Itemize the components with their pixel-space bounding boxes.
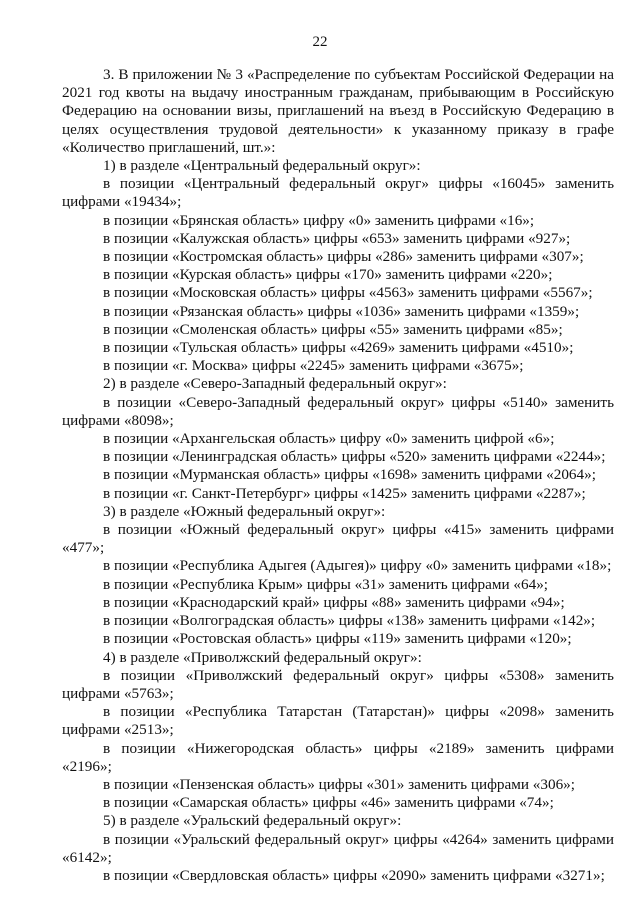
paragraph: в позиции «Мурманская область» цифры «1698» заменить цифрами «2064»; xyxy=(103,466,596,484)
paragraph: в позиции «Смоленская область» цифры «55» заменить цифрами «85»; xyxy=(103,320,563,338)
paragraph: 3. В приложении № 3 «Распределение по субъектам Российской Федерации на 2021 год квоты на выдачу иностранным гражданам, прибывающим в Российскую Федерацию на основании визы, приглашений на въезд в Российскую Федерацию в целях осуществления трудовой деятельности» к указанному приказу в графе «Количество приглашений, шт.»: xyxy=(62,66,614,156)
paragraph: 1) в разделе «Центральный федеральный округ»: xyxy=(103,157,421,175)
page-number: 22 xyxy=(312,34,328,50)
paragraph: в позиции «Свердловская область» цифры «2090» заменить цифрами «3271»; xyxy=(103,866,605,884)
paragraph: в позиции «Калужская область» цифры «653» заменить цифрами «927»; xyxy=(103,229,571,247)
paragraph: в позиции «Ленинградская область» цифры «520» заменить цифрами «2244»; xyxy=(103,448,606,466)
paragraph: в позиции «Самарская область» цифры «46» заменить цифрами «74»; xyxy=(103,794,554,812)
paragraph: в позиции «Костромская область» цифры «286» заменить цифрами «307»; xyxy=(103,248,584,266)
document-body xyxy=(62,66,614,885)
paragraph: в позиции «г. Санкт-Петербург» цифры «1425» заменить цифрами «2287»; xyxy=(103,484,586,502)
paragraph: в позиции «Ростовская область» цифры «119» заменить цифрами «120»; xyxy=(103,630,572,648)
paragraph: в позиции «Волгоградская область» цифры «138» заменить цифрами «142»; xyxy=(103,612,596,630)
paragraph: в позиции «Южный федеральный округ» цифры «415» заменить цифрами «477»; xyxy=(62,521,614,557)
paragraph: в позиции «Курская область» цифры «170» заменить цифрами «220»; xyxy=(103,266,553,284)
paragraph: в позиции «Краснодарский край» цифры «88» заменить цифрами «94»; xyxy=(103,593,565,611)
paragraph: в позиции «Центральный федеральный округ» цифры «16045» заменить цифрами «19434»; xyxy=(62,175,614,211)
paragraph: в позиции «Приволжский федеральный округ» цифры «5308» заменить цифрами «5763»; xyxy=(62,666,614,702)
paragraph: в позиции «Брянская область» цифру «0» заменить цифрами «16»; xyxy=(103,211,535,229)
paragraph: в позиции «Северо-Западный федеральный округ» цифры «5140» заменить цифрами «8098»; xyxy=(62,393,614,429)
paragraph: в позиции «Московская область» цифры «4563» заменить цифрами «5567»; xyxy=(103,284,593,302)
paragraph: в позиции «Тульская область» цифры «4269» заменить цифрами «4510»; xyxy=(103,339,574,357)
paragraph: в позиции «Уральский федеральный округ» цифры «4264» заменить цифрами «6142»; xyxy=(62,830,614,866)
paragraph: 3) в разделе «Южный федеральный округ»: xyxy=(103,502,386,520)
paragraph: 2) в разделе «Северо-Западный федеральный округ»: xyxy=(103,375,447,393)
paragraph: в позиции «Республика Крым» цифры «31» заменить цифрами «64»; xyxy=(103,575,549,593)
paragraph: в позиции «Республика Татарстан (Татарстан)» цифры «2098» заменить цифрами «2513»; xyxy=(62,703,614,739)
paragraph: в позиции «Архангельская область» цифру «0» заменить цифрой «6»; xyxy=(103,430,555,448)
paragraph: в позиции «Республика Адыгея (Адыгея)» цифру «0» заменить цифрами «18»; xyxy=(103,557,612,575)
paragraph: 5) в разделе «Уральский федеральный округ»: xyxy=(103,812,402,830)
paragraph: в позиции «Рязанская область» цифры «1036» заменить цифрами «1359»; xyxy=(103,302,580,320)
paragraph: в позиции «г. Москва» цифры «2245» заменить цифрами «3675»; xyxy=(103,357,524,375)
paragraph: 4) в разделе «Приволжский федеральный округ»: xyxy=(103,648,422,666)
paragraph: в позиции «Нижегородская область» цифры «2189» заменить цифрами «2196»; xyxy=(62,739,614,775)
paragraph: в позиции «Пензенская область» цифры «301» заменить цифрами «306»; xyxy=(103,775,575,793)
